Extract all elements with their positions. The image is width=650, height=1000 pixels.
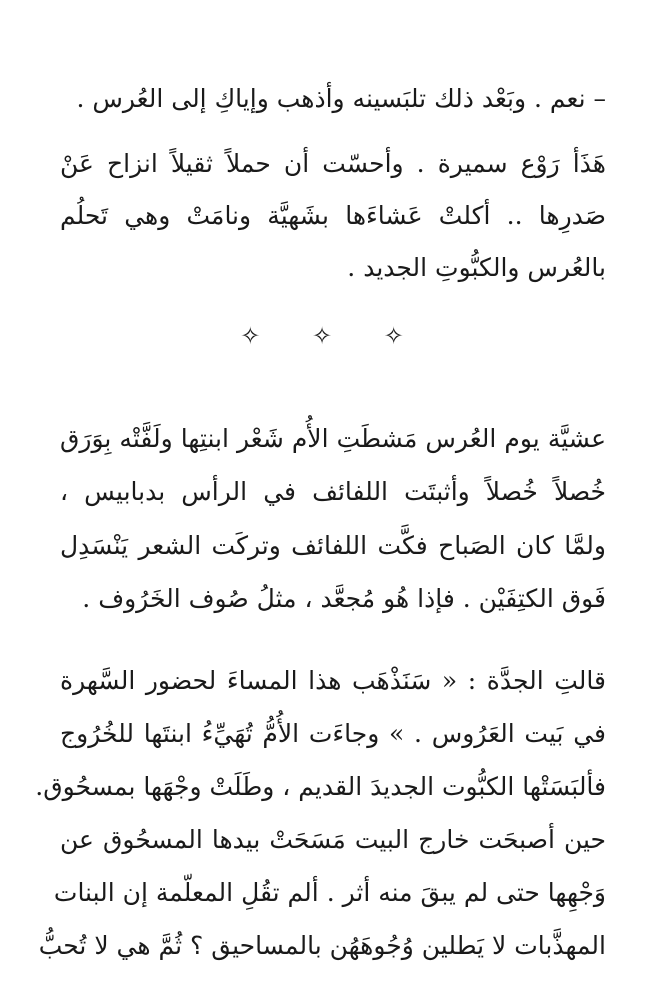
text-line: في بَيت العَرُوس . » وجاءَت الأُمُّ تُهَيِّءُ ابنتَها للخُرُوج: [60, 719, 606, 748]
text-line: هَذَأ رَوْع سميرة . وأحسّت أن حملاً ثقيلاً انزاح عَنْ: [60, 149, 606, 178]
text-line: قالتِ الجدَّة : « سَنَذْهَب هذا المساءَ لحضور السَّهرة: [60, 666, 606, 695]
text-line: عشيَّة يوم العُرس مَشطَتِ الأُم شَعْر ابنتِها ولَفَّتْه بِوَرَق: [60, 424, 606, 453]
text-line: صَدرِها .. أكلتْ عَشاءَها بشَهيَّة ونامَتْ وهي تَحلُم: [60, 201, 606, 230]
text-line: فألبَسَتْها الكبُّوت الجديدَ القديم ، وطَلَتْ وجْهَها بمسحُوق.: [35, 772, 606, 801]
text-line: حين أصبحَت خارج البيت مَسَحَتْ بيدها المسحُوق عن: [60, 825, 606, 854]
text-line: خُصلاً خُصلاً وأثبتَت اللفائف في الرأس بدبابيس ،: [60, 477, 606, 506]
section-divider-ornament: ✧ ✧ ✧: [240, 322, 426, 350]
text-line: فَوق الكتِفَيْن . فإذا هُو مُجعَّد ، مثلُ صُوف الخَرُوف .: [82, 584, 606, 613]
text-line: – نعم . وبَعْد ذلك تلبَسينه وأذهب وإياكِ إلى العُرس .: [76, 84, 606, 113]
text-line: ولمَّا كان الصَباح فكَّت اللفائف وتركَت الشعر يَنْسَدِل: [60, 531, 606, 560]
text-line: وَجْهِها حتى لم يبقَ منه أثر . ألم تقُلِ المعلّمة إن البنات: [53, 878, 606, 907]
book-page: [35, 0, 606, 1000]
text-line: بالعُرس والكبُّوتِ الجديد .: [347, 253, 606, 282]
text-line: المهذَّبات لا يَطلين وُجُوهَهُن بالمساحيق ؟ ثُمَّ هي لا تُحبُّ: [38, 931, 606, 960]
